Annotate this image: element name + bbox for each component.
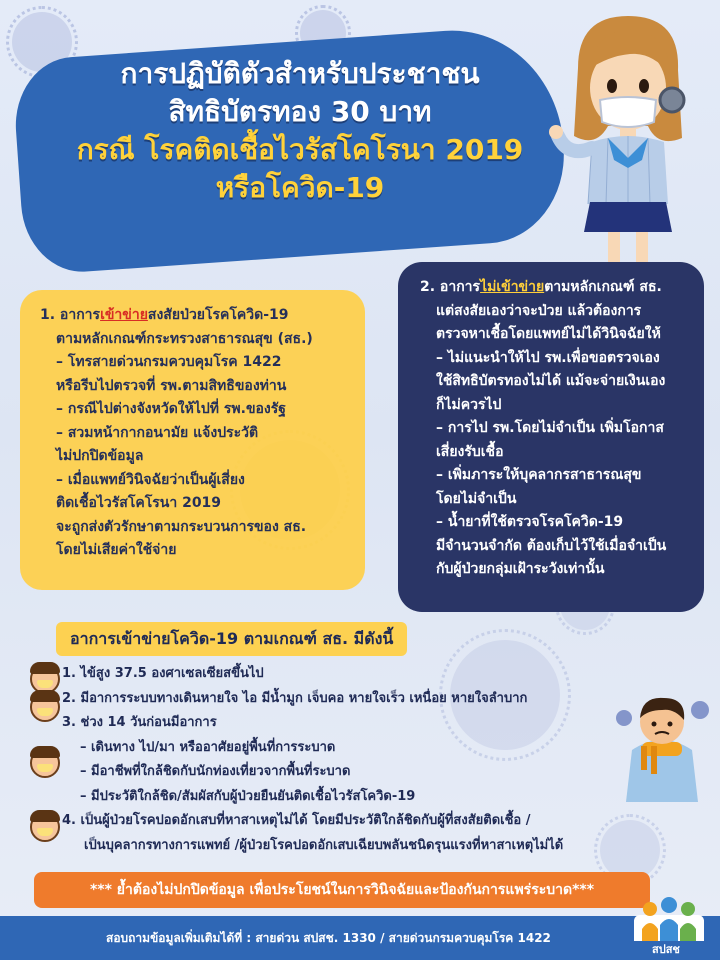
navy-line: ก็ไม่ควรไป: [436, 396, 502, 413]
yellow-line: หรือรีบไปตรวจที่ รพ.ตามสิทธิของท่าน: [56, 377, 287, 394]
warning-banner: *** ย้ำต้องไม่ปกปิดข้อมูล เพื่อประโยชน์ในการวินิจฉัยและป้องกันการแพร่ระบาด***: [34, 872, 650, 908]
criteria-item-4: 4. เป็นผู้ป่วยโรคปอดอักเสบที่หาสาเหตุไม่ได้ โดยมีประวัติใกล้ชิดกับผู้ที่สงสัยติดเชื้อ /: [62, 813, 531, 828]
header-title: [40, 55, 560, 207]
face-icon: [30, 748, 60, 778]
navy-line: – ไม่แนะนำให้ไป รพ.เพื่อขอตรวจเอง: [436, 349, 660, 366]
navy-highlight: ไม่เข้าข่าย: [480, 279, 545, 295]
criteria-item-3: 3. ช่วง 14 วันก่อนมีอาการ: [62, 715, 217, 730]
face-icon: [30, 692, 60, 722]
header-line-2: สิทธิบัตรทอง 30 บาท: [168, 95, 432, 128]
header-line-4: หรือโควิด-19: [215, 171, 385, 204]
yellow-line: ไม่ปกปิดข้อมูล: [56, 448, 144, 464]
girl-illustration: [548, 8, 708, 278]
navy-line: กับผู้ป่วยกลุ่มเฝ้าระวังเท่านั้น: [436, 561, 605, 577]
yellow-line: – กรณีไปต่างจังหวัดให้ไปที่ รพ.ของรัฐ: [56, 401, 287, 417]
header-line-3: กรณี โรคติดเชื้อไวรัสโคโรนา 2019: [76, 133, 524, 166]
yellow-line: – โทรสายด่วนกรมควบคุมโรค 1422: [56, 354, 282, 370]
navy-line: ตรวจหาเชื้อโดยแพทย์ไม่ได้วินิจฉัยให้: [436, 326, 661, 342]
criteria-item-2: 2. มีอาการระบบทางเดินหายใจ ไอ มีน้ำมูก เจ็บคอ หายใจเร็ว เหนื่อย หายใจลำบาก: [62, 690, 528, 706]
sick-man-illustration: [612, 690, 712, 805]
face-icon: [30, 812, 60, 842]
yellow-line: โดยไม่เสียค่าใช้จ่าย: [56, 542, 177, 558]
yellow-line: – เมื่อแพทย์วินิจฉัยว่าเป็นผู้เสี่ยง: [56, 471, 245, 488]
criteria-list: [62, 662, 702, 858]
yellow-line: จะถูกส่งตัวรักษาตามกระบวนการของ สธ.: [56, 518, 307, 535]
navy-card-not-symptomatic: [398, 262, 704, 612]
navy-item-2: 2. อาการไม่เข้าข่ายตามหลักเกณฑ์ สธ.: [420, 279, 662, 295]
navy-line: – น้ำยาที่ใช้ตรวจโรคโควิด-19: [436, 514, 624, 530]
navy-line: แต่สงสัยเองว่าจะป่วย แล้วต้องการ: [436, 302, 642, 319]
yellow-highlight: เข้าข่าย: [100, 307, 148, 323]
header-line-1: การปฏิบัติตัวสำหรับประชาชน: [120, 57, 480, 90]
navy-line: – เพิ่มภาระให้บุคลากรสาธารณสุข: [436, 467, 642, 483]
yellow-line: – สวมหน้ากากอนามัย แจ้งประวัติ: [56, 424, 259, 441]
logo-text: สปสช: [652, 943, 680, 956]
criteria-subitem: – เดินทาง ไป/มา หรืออาศัยอยู่พื้นที่การระบาด: [80, 739, 336, 755]
navy-line: โดยไม่จำเป็น: [436, 490, 517, 507]
criteria-item-4-cont: เป็นบุคลากรทางการแพทย์ /ผู้ป่วยโรคปอดอักเสบเฉียบพลันชนิดรุนแรงที่หาสาเหตุไม่ได้: [84, 837, 564, 853]
footer-contact: สอบถามข้อมูลเพิ่มเติมได้ที่ : สายด่วน สปสช. 1330 / สายด่วนกรมควบคุมโรค 1422: [106, 931, 551, 945]
navy-line: มีจำนวนจำกัด ต้องเก็บไว้ใช้เมื่อจำเป็น: [436, 537, 667, 554]
footer: [0, 916, 720, 960]
criteria-title: อาการเข้าข่ายโควิด-19 ตามเกณฑ์ สธ. มีดังนี้: [56, 622, 407, 656]
yellow-line: ตามหลักเกณฑ์กระทรวงสาธารณสุข (สธ.): [56, 330, 313, 347]
navy-line: – การไป รพ.โดยไม่จำเป็น เพิ่มโอกาส: [436, 420, 664, 436]
criteria-subitem: – มีอาชีพที่ใกล้ชิดกับนักท่องเที่ยวจากพื้นที่ระบาด: [80, 764, 351, 779]
criteria-subitem: – มีประวัติใกล้ชิด/สัมผัสกับผู้ป่วยยืนยันติดเชื้อไวรัสโควิด-19: [80, 788, 416, 804]
criteria-item-1: 1. ไข้สูง 37.5 องศาเซลเซียสขึ้นไป: [62, 666, 264, 681]
yellow-item-1: 1. อาการเข้าข่ายสงสัยป่วยโรคโควิด-19: [40, 307, 289, 323]
navy-line: เสี่ยงรับเชื้อ: [436, 443, 504, 460]
navy-line: ใช้สิทธิบัตรทองไม่ได้ แม้จะจ่ายเงินเอง: [436, 373, 666, 389]
yellow-line: ติดเชื้อไวรัสโคโรนา 2019: [56, 495, 222, 511]
yellow-card-symptomatic: [20, 290, 365, 590]
